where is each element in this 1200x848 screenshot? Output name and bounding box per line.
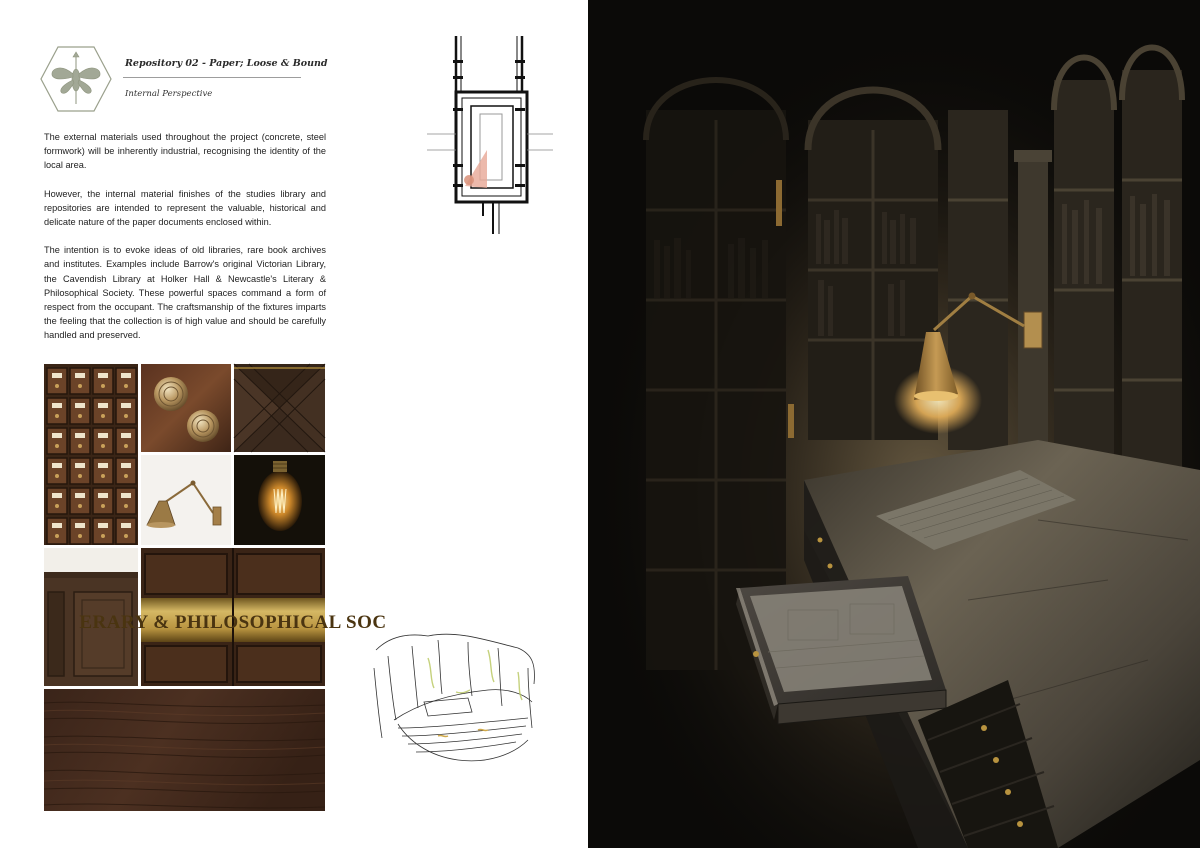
paragraph-3: The intention is to evoke ideas of old libraries, rare book archives and institutes. Examples include Barrow's original Victorian Library, the Cavendish Library at Holker Hall & Newcastle's Literary & Philosophical Society. These powerful spaces command a form of respect from the occupant. The craftsmanship of the fixtures imparts the feeling that the collection is of high value and should be carefully handled and preserved. bbox=[44, 245, 326, 341]
paragraph-1: The external materials used throughout the project (concrete, steel formwork) will be inherently industrial, recognising the identity of the local area. bbox=[44, 132, 326, 171]
brass-plaque-text: ERARY & PHILOSOPHICAL SOC bbox=[79, 612, 387, 633]
hexagon-bee-logo bbox=[40, 46, 112, 112]
card-catalogue-drawers-image bbox=[44, 364, 138, 545]
body-text bbox=[44, 130, 326, 357]
parquet-floor-image bbox=[234, 364, 325, 452]
brass-wall-lamp-image bbox=[141, 455, 231, 545]
walnut-wood-texture-image bbox=[44, 689, 325, 811]
left-page bbox=[0, 0, 588, 848]
bee-icon bbox=[52, 52, 100, 104]
brass-knobs-image bbox=[141, 364, 231, 452]
desk-sketch-drawing bbox=[368, 628, 540, 770]
page-subtitle: Internal Perspective bbox=[125, 89, 213, 99]
brass-plaque-doors-image bbox=[79, 548, 387, 686]
edison-bulb-image bbox=[234, 455, 325, 545]
internal-perspective-render bbox=[588, 0, 1200, 848]
title-divider bbox=[123, 77, 301, 78]
section-plan-drawing bbox=[425, 34, 555, 234]
page-title: Repository 02 - Paper; Loose & Bound bbox=[125, 58, 328, 69]
paragraph-2: However, the internal material finishes of the studies library and repositories are intended to represent the valuable, historical and delicate nature of the paper documents enclosed within. bbox=[44, 188, 326, 228]
